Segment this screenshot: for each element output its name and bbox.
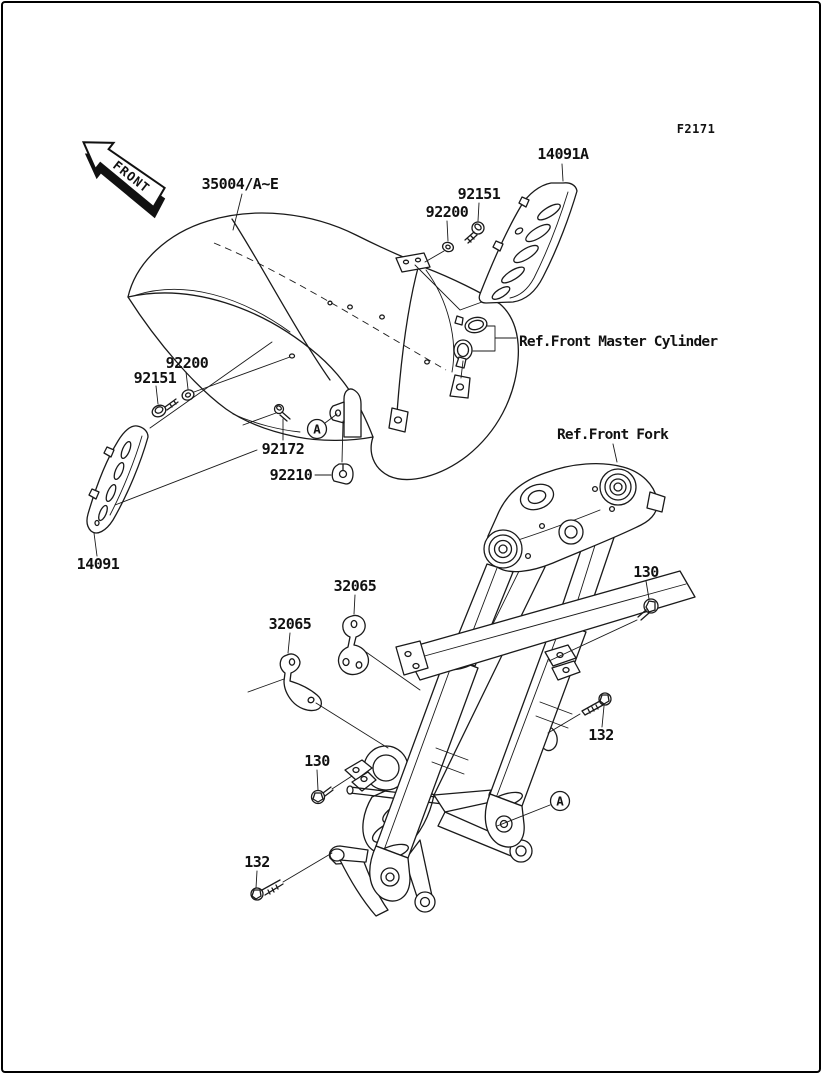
ref-label-front-fork: Ref.Front Fork: [557, 427, 669, 443]
detail-marker-fork-label: A: [556, 793, 564, 809]
part-label-fender: 35004/A~E: [201, 175, 279, 193]
part-label-clamp: 92210: [269, 466, 313, 484]
part-label-screw-center: 92172: [261, 440, 305, 458]
front-label: FRONT: [110, 157, 153, 196]
part-label-screw-left: 92151: [133, 369, 177, 387]
part-label-cover-right: 14091A: [537, 145, 589, 163]
part-label-screw-top: 92151: [457, 185, 501, 203]
ref-label-master-cylinder: Ref.Front Master Cylinder: [519, 334, 718, 350]
part-label-cover-left: 14091: [76, 555, 120, 573]
figure-code: F2171: [676, 122, 716, 136]
part-label-nut-top: 92200: [425, 203, 469, 221]
part-label-stay-lower: 32065: [268, 615, 312, 633]
part-label-bolt-fork-lower: 130: [304, 752, 330, 770]
part-label-bolt-axle-upper: 132: [588, 726, 614, 744]
part-label-bolt-fork-upper: 130: [633, 563, 659, 581]
detail-marker-fender-label: A: [313, 421, 321, 437]
part-label-bolt-axle-lower: 132: [244, 853, 270, 871]
part-label-washer-left: 92200: [165, 354, 209, 372]
part-label-stay-upper: 32065: [333, 577, 377, 595]
